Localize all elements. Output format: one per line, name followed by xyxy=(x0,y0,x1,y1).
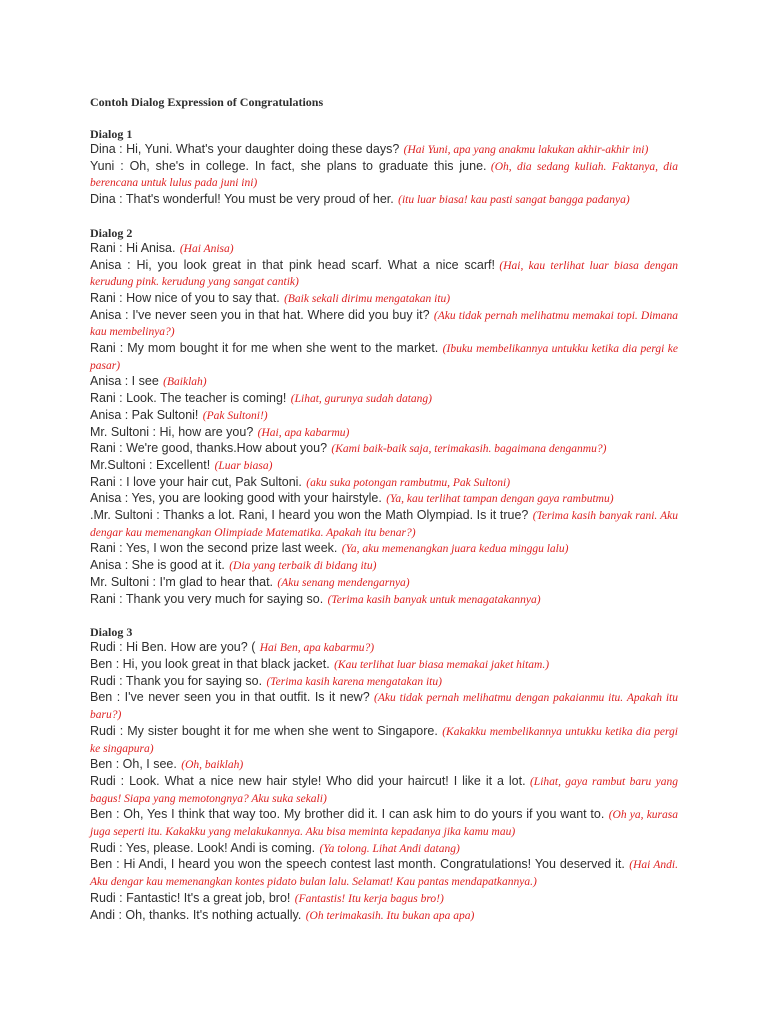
dialog-line xyxy=(90,475,678,492)
dialog-line xyxy=(90,807,678,840)
dialog-line-text: .Mr. Sultoni : Thanks a lot. Rani, I heard you won the Math Olympiad. Is it true? xyxy=(90,508,529,523)
dialog-line xyxy=(90,458,678,475)
dialog-line-translation: (Hai, apa kabarmu) xyxy=(257,426,350,439)
dialog-line-text: Rani : We're good, thanks.How about you? xyxy=(90,441,328,456)
dialog-line-translation: (Fantastis! Itu kerja bagus bro!) xyxy=(294,892,444,905)
dialog-line-translation: (Hai, kau terlihat luar biasa dengan kerudung pink. kerudung yang sangat cantik) xyxy=(90,259,678,289)
dialog-line-text: Dina : That's wonderful! You must be very proud of her. xyxy=(90,192,394,207)
dialog-line-translation: (Hai Anisa) xyxy=(179,242,234,255)
dialog-line xyxy=(90,908,678,925)
dialog-line-translation: (Baiklah) xyxy=(163,376,207,389)
dialog-line-text: Rudi : My sister bought it for me when she went to Singapore. xyxy=(90,723,438,738)
dialog-line-text: Mr. Sultoni : I'm glad to hear that. xyxy=(90,574,274,589)
dialog-line xyxy=(90,142,678,159)
dialog-section-3 xyxy=(90,624,678,924)
dialog-line-translation: (Kau terlihat luar biasa memakai jaket hitam.) xyxy=(334,658,550,671)
dialog-line xyxy=(90,575,678,592)
dialog-line-text: Rani : How nice of you to say that. xyxy=(90,290,280,305)
dialog-line xyxy=(90,690,678,723)
dialog-line-text: Ben : I've never seen you in that outfit. Is it new? xyxy=(90,690,370,705)
dialog-line-text: Rani : Thank you very much for saying so. xyxy=(90,591,324,606)
dialog-section-2 xyxy=(90,225,678,608)
dialog-section-1 xyxy=(90,126,678,209)
dialog-line xyxy=(90,674,678,691)
dialog-line-text: Mr.Sultoni : Excellent! xyxy=(90,457,211,472)
dialog-line xyxy=(90,891,678,908)
dialog-line-text: Rani : Look. The teacher is coming! xyxy=(90,391,287,406)
dialog-line-text: Ben : Oh, Yes I think that way too. My brother did it. I can ask him to do yours if you want to. xyxy=(90,807,605,822)
dialog-line-text: Anisa : She is good at it. xyxy=(90,558,225,573)
dialog-line xyxy=(90,341,678,374)
dialog-line-text: Rani : Hi Anisa. xyxy=(90,240,176,255)
dialog-line-text: Rudi : Yes, please. Look! Andi is coming. xyxy=(90,840,316,855)
dialog-line-translation: (Aku tidak pernah melihatmu memakai topi. Dimana kau membelinya?) xyxy=(90,309,678,339)
dialog-line xyxy=(90,391,678,408)
dialog-line-translation: (Kakakku membelikannya untukku ketika dia pergi ke singapura) xyxy=(90,725,678,755)
dialog-line-translation: (Ya tolong. Lihat Andi datang) xyxy=(319,842,460,855)
dialog-line-text: Anisa : I see xyxy=(90,374,159,389)
dialog-line xyxy=(90,841,678,858)
dialog-heading: Dialog 1 xyxy=(90,127,133,141)
dialog-line-text: Dina : Hi, Yuni. What's your daughter doing these days? xyxy=(90,142,400,156)
dialog-line xyxy=(90,241,678,258)
dialog-line xyxy=(90,640,678,657)
dialog-line-translation: (Ya, aku memenangkan juara kedua minggu lalu) xyxy=(341,543,569,556)
dialog-line-text: Rudi : Thank you for saying so. xyxy=(90,673,263,688)
dialog-line-translation: (Baik sekali dirimu mengatakan itu) xyxy=(284,292,451,305)
dialog-line-text: Ben : Hi, you look great in that black jacket. xyxy=(90,656,330,671)
dialog-line-translation: (Hai Yuni, apa yang anakmu lakukan akhir-akhir ini) xyxy=(403,144,649,156)
dialog-heading: Dialog 2 xyxy=(90,225,133,240)
dialog-line-translation: (Kami baik-baik saja, terimakasih. bagaimana denganmu?) xyxy=(331,443,607,456)
dialog-line-text: Rudi : Fantastic! It's a great job, bro! xyxy=(90,890,291,905)
dialog-line xyxy=(90,441,678,458)
dialog-line-translation: (Terima kasih banyak rani. Aku dengar kau memenangkan Olimpiade Matematika. Apakah itu benar?) xyxy=(90,510,678,539)
dialog-line-translation: (aku suka potongan rambutmu, Pak Sultoni) xyxy=(306,476,511,489)
dialog-line-translation: (Lihat, gaya rambut baru yang bagus! Siapa yang memotongnya? Aku suka sekali) xyxy=(90,775,678,805)
dialog-line-text: Rani : My mom bought it for me when she went to the market. xyxy=(90,341,439,356)
dialog-line-translation: (Lihat, gurunya sudah datang) xyxy=(290,393,432,406)
dialog-line xyxy=(90,491,678,508)
dialog-line-text: Rani : Yes, I won the second prize last week. xyxy=(90,541,338,556)
dialog-line xyxy=(90,541,678,558)
dialog-line-text: Anisa : Hi, you look great in that pink head scarf. What a nice scarf! xyxy=(90,257,495,272)
dialog-line xyxy=(90,291,678,308)
dialog-line-text: Rudi : Hi Ben. How are you? ( xyxy=(90,640,256,655)
dialog-line-text: Ben : Hi Andi, I heard you won the speech contest last month. Congratulations! You deserved it. xyxy=(90,857,625,872)
dialog-line xyxy=(90,159,678,192)
dialog-line-translation: (itu luar biasa! kau pasti sangat bangga padanya) xyxy=(398,194,630,207)
dialog-line-translation: (Terima kasih karena mengatakan itu) xyxy=(266,675,442,688)
dialog-line-text: Andi : Oh, thanks. It's nothing actually. xyxy=(90,907,302,922)
dialog-line xyxy=(90,857,678,890)
dialog-line xyxy=(90,192,678,209)
dialog-line xyxy=(90,408,678,425)
dialog-line-translation: (Aku senang mendengarnya) xyxy=(277,576,410,589)
document-title: Contoh Dialog Expression of Congratulations xyxy=(90,95,324,109)
dialog-line-translation: (Hai Andi. Aku dengar kau memenangkan kontes pidato bulan lalu. Selamat! Kau pantas mendapatkannya.) xyxy=(90,859,678,889)
dialog-line-text: Yuni : Oh, she's in college. In fact, she plans to graduate this june. xyxy=(90,158,487,173)
dialog-line xyxy=(90,425,678,442)
dialog-line-translation: (Pak Sultoni!) xyxy=(202,409,268,422)
dialog-line-text: Anisa : Pak Sultoni! xyxy=(90,407,199,422)
dialog-line-text: Mr. Sultoni : Hi, how are you? xyxy=(90,424,254,439)
dialog-list xyxy=(90,126,678,924)
dialog-line-translation: (Ya, kau terlihat tampan dengan gaya rambutmu) xyxy=(386,493,614,506)
dialog-line-translation: (Terima kasih banyak untuk menagatakannya) xyxy=(327,593,541,606)
dialog-line-translation: (Oh, dia sedang kuliah. Faktanya, dia berencana untuk lulus pada juni ini) xyxy=(90,160,678,190)
dialog-line-translation: Hai Ben, apa kabarmu?) xyxy=(259,642,375,655)
document-page xyxy=(90,94,678,924)
dialog-line xyxy=(90,724,678,757)
dialog-line xyxy=(90,308,678,341)
dialog-line xyxy=(90,757,678,774)
dialog-line-translation: (Oh terimakasih. Itu bukan apa apa) xyxy=(305,909,475,922)
dialog-line xyxy=(90,374,678,391)
dialog-line xyxy=(90,258,678,291)
dialog-line-text: Ben : Oh, I see. xyxy=(90,757,177,772)
dialog-line-translation: (Luar biasa) xyxy=(214,459,273,472)
dialog-line-text: Rani : I love your hair cut, Pak Sultoni. xyxy=(90,474,302,489)
dialog-line xyxy=(90,592,678,609)
dialog-line-translation: (Oh ya, kurasa juga seperti itu. Kakakku yang melakukannya. Aku bisa meminta kepadanya jika kamu mau) xyxy=(90,809,679,839)
dialog-line xyxy=(90,558,678,575)
dialog-line xyxy=(90,774,678,807)
dialog-line-text: Rudi : Look. What a nice new hair style! Who did your haircut! I like it a lot. xyxy=(90,773,526,788)
dialog-line xyxy=(90,657,678,674)
dialog-line-translation: (Oh, baiklah) xyxy=(181,759,244,772)
dialog-line-translation: (Ibuku membelikannya untukku ketika dia pergi ke pasar) xyxy=(90,343,678,372)
dialog-line-text: Anisa : Yes, you are looking good with your hairstyle. xyxy=(90,491,382,506)
dialog-line-translation: (Aku tidak pernah melihatmu dengan pakaianmu itu. Apakah itu baru?) xyxy=(90,692,678,722)
dialog-heading: Dialog 3 xyxy=(90,625,133,640)
dialog-line-text: Anisa : I've never seen you in that hat. Where did you buy it? xyxy=(90,307,430,322)
dialog-line-translation: (Dia yang terbaik di bidang itu) xyxy=(229,560,377,573)
dialog-line xyxy=(90,508,678,541)
